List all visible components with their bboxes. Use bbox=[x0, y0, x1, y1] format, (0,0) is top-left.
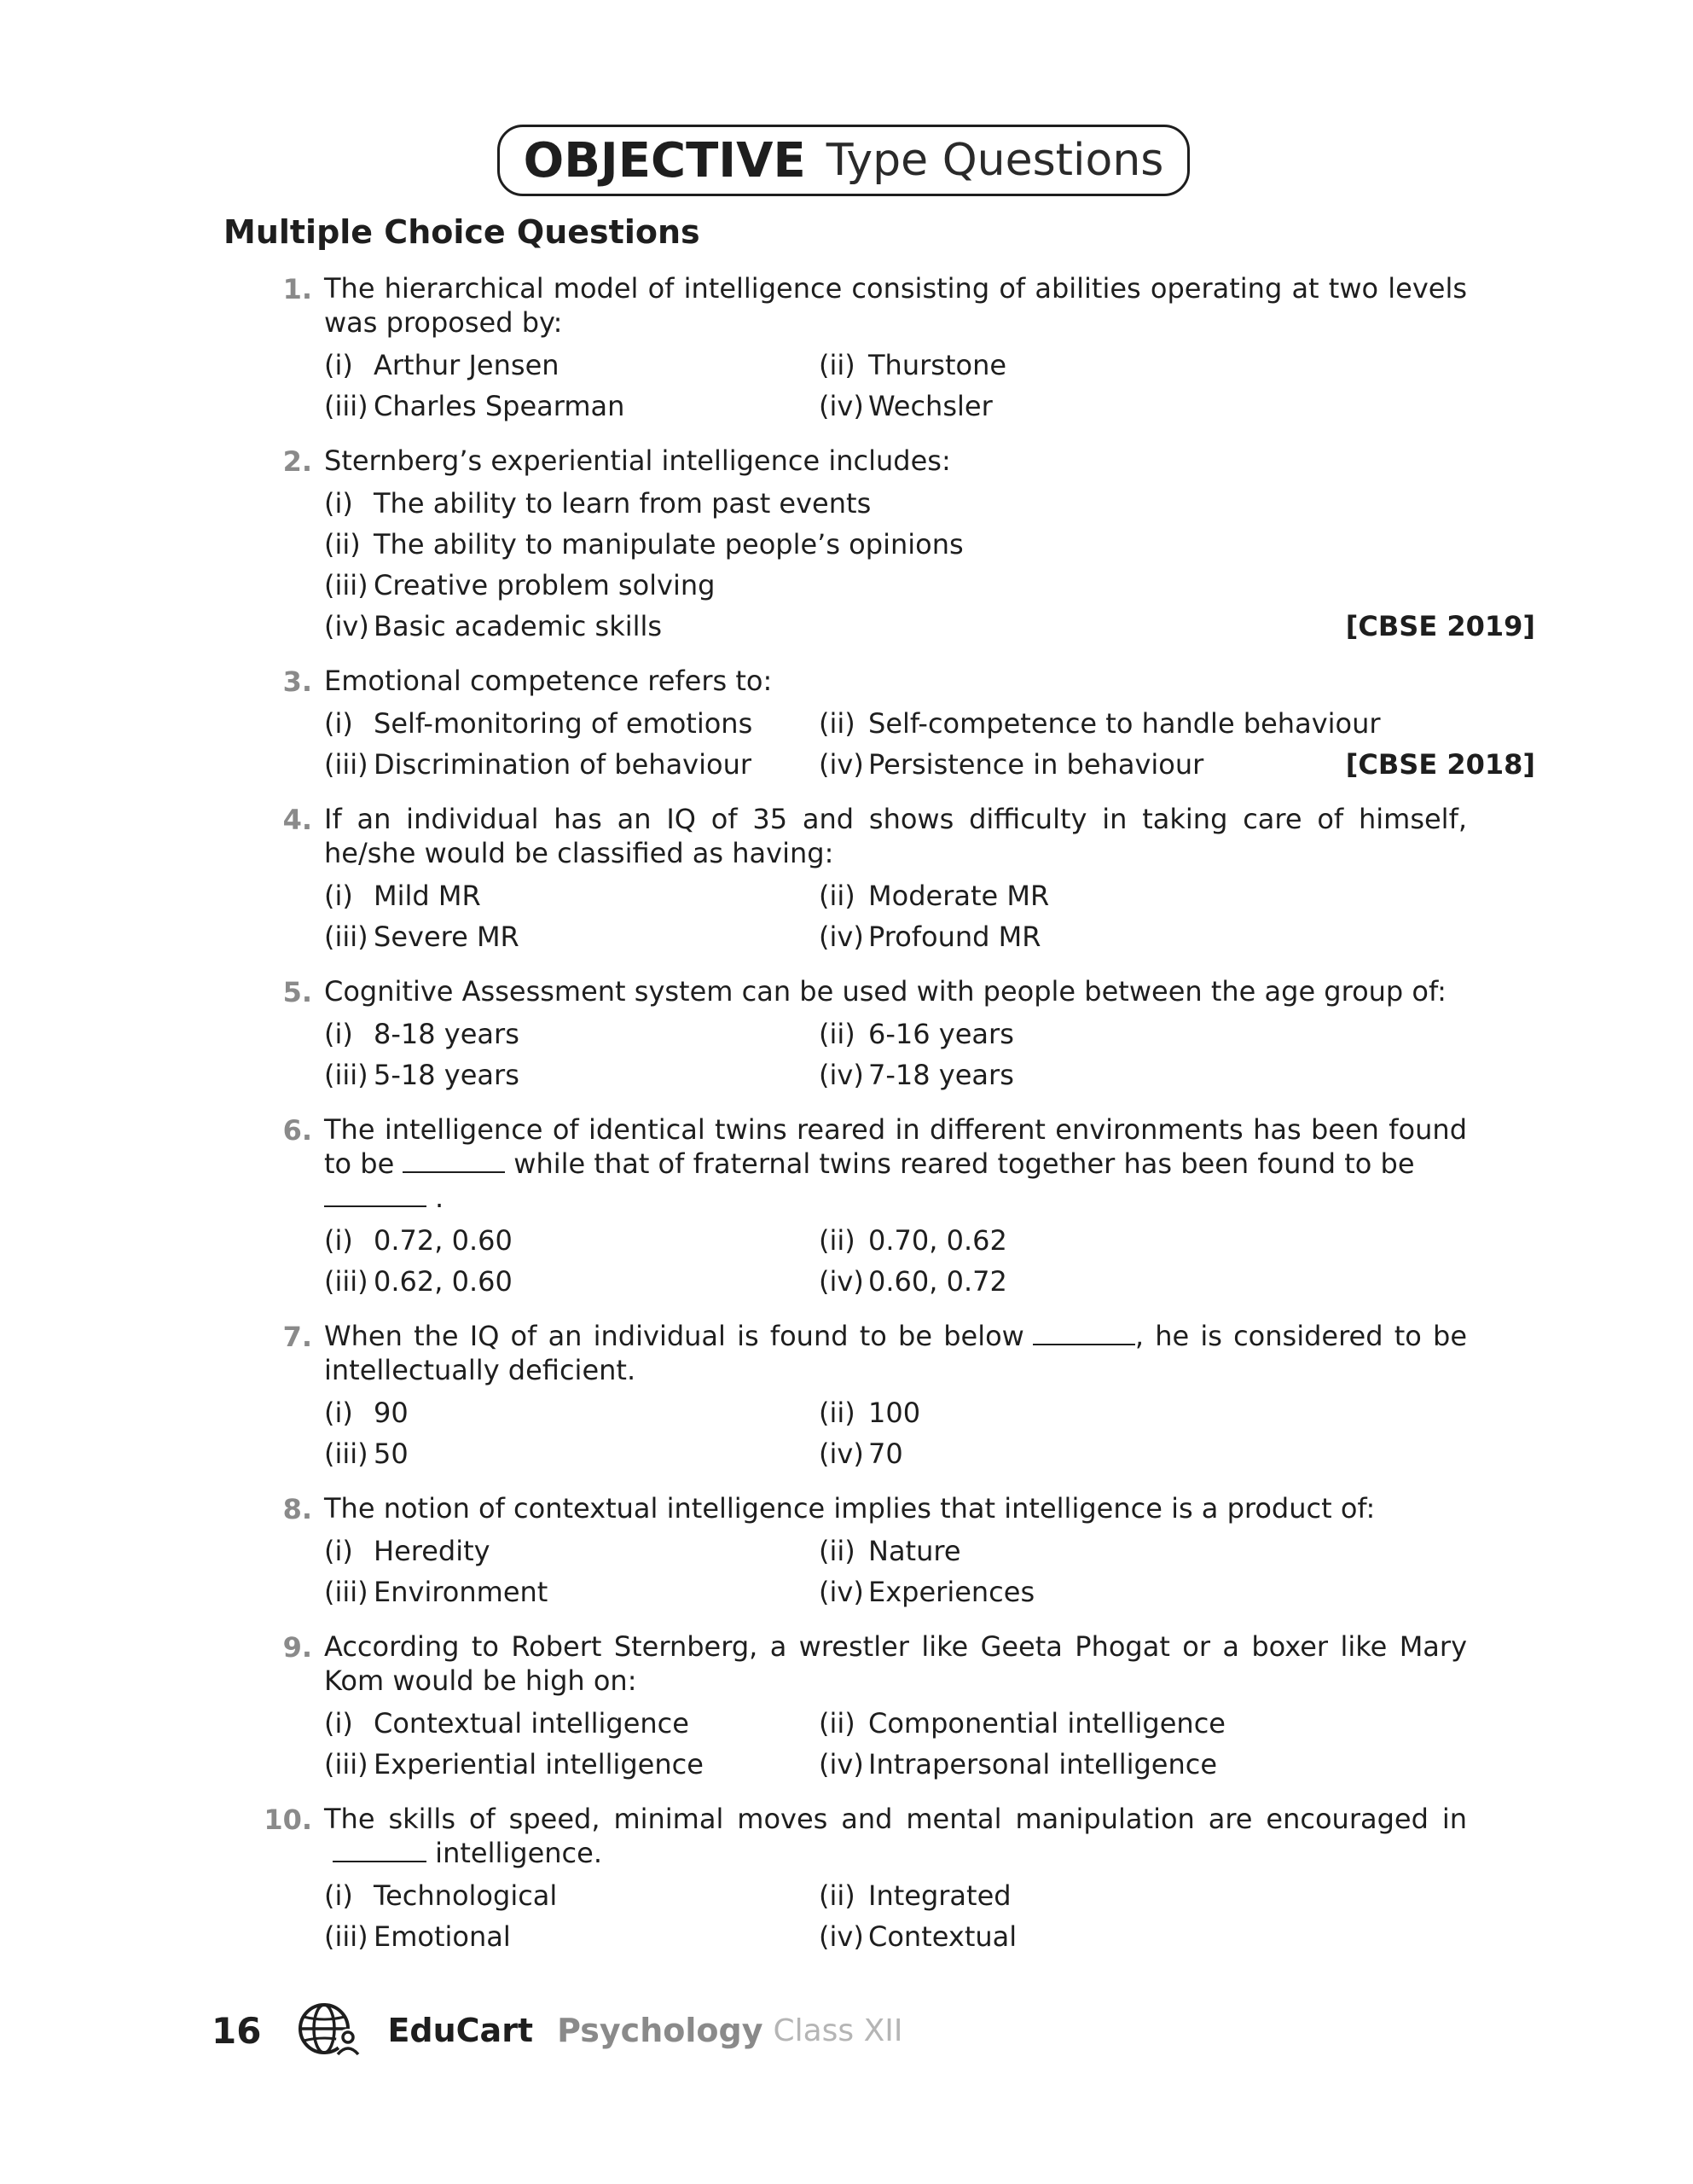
option-key: (ii) bbox=[819, 1879, 855, 1912]
option-text: Integrated bbox=[868, 1879, 1012, 1912]
question-text-part: . bbox=[435, 1182, 444, 1214]
options bbox=[324, 875, 1467, 957]
option bbox=[324, 875, 819, 916]
option bbox=[324, 1875, 819, 1916]
option bbox=[819, 1054, 1535, 1095]
question-text: The notion of contextual intelligence implies that intelligence is a product of: bbox=[324, 1492, 1376, 1525]
option-key: (ii) bbox=[819, 1397, 855, 1429]
option-text: Creative problem solving bbox=[374, 569, 716, 601]
option-text: 0.60, 0.72 bbox=[868, 1265, 1007, 1298]
option-key: (iv) bbox=[819, 1748, 864, 1780]
option-text: Profound MR bbox=[868, 921, 1041, 953]
option-text: Experiential intelligence bbox=[374, 1748, 704, 1780]
option-text: Experiences bbox=[868, 1576, 1035, 1608]
option-key: (iv) bbox=[819, 1576, 864, 1608]
option bbox=[324, 483, 1535, 524]
option bbox=[324, 916, 819, 957]
question-number: 6. bbox=[282, 1114, 312, 1147]
option-text: Self-competence to handle behaviour bbox=[868, 707, 1381, 740]
option-text: Contextual intelligence bbox=[374, 1707, 689, 1740]
option-key: (ii) bbox=[819, 1535, 855, 1567]
option bbox=[324, 1916, 819, 1957]
question-text-part: while that of fraternal twins reared together has been found to be bbox=[513, 1147, 1415, 1180]
option bbox=[324, 1433, 819, 1474]
option-key: (iv) bbox=[819, 1059, 864, 1091]
question-6 bbox=[256, 1112, 1467, 1302]
question-text-part: The intelligence of identical twins reared in different environments has been found to be bbox=[324, 1113, 1467, 1180]
option bbox=[819, 345, 1535, 386]
option bbox=[324, 345, 819, 386]
option-key: (iv) bbox=[819, 1920, 864, 1953]
option-text: 50 bbox=[374, 1438, 409, 1470]
option bbox=[324, 1744, 819, 1785]
option-text: Componential intelligence bbox=[868, 1707, 1226, 1740]
option bbox=[819, 1261, 1535, 1302]
option-key: (ii) bbox=[819, 1018, 855, 1050]
option bbox=[819, 1703, 1535, 1744]
question-5 bbox=[256, 974, 1467, 1095]
options bbox=[324, 345, 1467, 427]
option-text: 6-16 years bbox=[868, 1018, 1014, 1050]
question-text-part: When the IQ of an individual is found to be below bbox=[324, 1320, 1024, 1352]
option-text: Severe MR bbox=[374, 921, 519, 953]
option-text: 0.72, 0.60 bbox=[374, 1224, 513, 1257]
option-key: (iv) bbox=[819, 921, 864, 953]
question-7 bbox=[256, 1319, 1467, 1474]
option-key: (iii) bbox=[324, 1920, 368, 1953]
subject-label: Psychology bbox=[557, 2012, 763, 2049]
question-text bbox=[324, 1802, 1467, 1870]
option-key: (ii) bbox=[819, 1707, 855, 1740]
page-number: 16 bbox=[212, 2009, 262, 2052]
option-text: Nature bbox=[868, 1535, 961, 1567]
option-text: Discrimination of behaviour bbox=[374, 748, 752, 781]
option-key: (i) bbox=[324, 1879, 353, 1912]
page-footer bbox=[212, 1996, 903, 2065]
question-8 bbox=[256, 1491, 1467, 1612]
option bbox=[819, 744, 1535, 785]
option-key: (ii) bbox=[819, 1224, 855, 1257]
title-bold: OBJECTIVE bbox=[523, 132, 806, 189]
option-text: Mild MR bbox=[374, 880, 481, 912]
question-text: If an individual has an IQ of 35 and shows difficulty in taking care of himself, he/she would be classified as having: bbox=[324, 803, 1467, 869]
question-9 bbox=[256, 1629, 1467, 1785]
question-text: The hierarchical model of intelligence consisting of abilities operating at two levels was proposed by: bbox=[324, 272, 1467, 339]
option bbox=[819, 916, 1535, 957]
section-heading: Multiple Choice Questions bbox=[223, 213, 700, 251]
option-text: Moderate MR bbox=[868, 880, 1050, 912]
option-key: (iv) bbox=[819, 748, 864, 781]
options bbox=[324, 1703, 1467, 1785]
question-text bbox=[324, 1319, 1467, 1387]
option-key: (iii) bbox=[324, 921, 368, 953]
question-4 bbox=[256, 802, 1467, 957]
option-text: Intrapersonal intelligence bbox=[868, 1748, 1218, 1780]
option-text: Persistence in behaviour bbox=[868, 748, 1204, 781]
options bbox=[324, 1875, 1467, 1957]
option-key: (i) bbox=[324, 1397, 353, 1429]
question-10 bbox=[256, 1802, 1467, 1957]
options bbox=[324, 1392, 1467, 1474]
options bbox=[324, 703, 1535, 785]
option-text: Contextual bbox=[868, 1920, 1018, 1953]
option-key: (iii) bbox=[324, 748, 368, 781]
answer-blank bbox=[324, 1205, 426, 1207]
exam-tag: [CBSE 2019] bbox=[1345, 610, 1535, 642]
question-text-part: The skills of speed, minimal moves and mental manipulation are encouraged in bbox=[324, 1803, 1467, 1835]
option bbox=[324, 1220, 819, 1261]
question-number: 1. bbox=[282, 273, 312, 305]
globe-person-icon bbox=[295, 2000, 363, 2061]
option bbox=[819, 1744, 1535, 1785]
option-text: 0.62, 0.60 bbox=[374, 1265, 513, 1298]
question-text-part: , he is considered to be intellectually deficient. bbox=[324, 1320, 1468, 1386]
option-key: (ii) bbox=[819, 880, 855, 912]
option-key: (iii) bbox=[324, 1748, 368, 1780]
option-text: Self-monitoring of emotions bbox=[374, 707, 753, 740]
question-text: Cognitive Assessment system can be used with people between the age group of: bbox=[324, 975, 1447, 1008]
options bbox=[324, 483, 1535, 647]
option-key: (i) bbox=[324, 1535, 353, 1567]
question-number: 3. bbox=[282, 665, 312, 698]
option-key: (iii) bbox=[324, 1576, 368, 1608]
answer-blank bbox=[333, 1860, 426, 1862]
option-key: (iv) bbox=[819, 1438, 864, 1470]
option bbox=[324, 1703, 819, 1744]
option-text: 7-18 years bbox=[868, 1059, 1014, 1091]
exam-tag: [CBSE 2018] bbox=[1345, 748, 1535, 781]
option bbox=[819, 386, 1535, 427]
option bbox=[819, 1220, 1535, 1261]
question-3 bbox=[256, 664, 1535, 785]
question-number: 2. bbox=[282, 445, 312, 478]
option-key: (iii) bbox=[324, 390, 368, 422]
option-key: (ii) bbox=[819, 707, 855, 740]
question-number: 7. bbox=[282, 1321, 312, 1353]
option bbox=[324, 386, 819, 427]
option bbox=[324, 565, 1535, 606]
question-1 bbox=[256, 271, 1467, 427]
question-number: 10. bbox=[264, 1804, 312, 1836]
option-text: 100 bbox=[868, 1397, 921, 1429]
answer-blank bbox=[403, 1170, 505, 1173]
question-text bbox=[324, 1112, 1467, 1215]
option-text: Environment bbox=[374, 1576, 548, 1608]
option-text: The ability to learn from past events bbox=[374, 487, 872, 520]
option bbox=[324, 524, 1535, 565]
option-text: The ability to manipulate people’s opinions bbox=[374, 528, 964, 561]
option-text: 70 bbox=[868, 1438, 903, 1470]
option bbox=[819, 1433, 1535, 1474]
option-key: (i) bbox=[324, 349, 353, 381]
option-key: (iii) bbox=[324, 1265, 368, 1298]
option-key: (iv) bbox=[819, 390, 864, 422]
option-key: (ii) bbox=[819, 349, 855, 381]
options bbox=[324, 1014, 1467, 1095]
question-number: 5. bbox=[282, 976, 312, 1008]
brand-logo: EduCart bbox=[387, 2012, 534, 2049]
option bbox=[819, 1875, 1535, 1916]
option bbox=[819, 1014, 1535, 1054]
option bbox=[819, 875, 1535, 916]
option-text: Wechsler bbox=[868, 390, 993, 422]
option bbox=[324, 744, 819, 785]
option bbox=[819, 703, 1535, 744]
option-text: Technological bbox=[374, 1879, 558, 1912]
option-text: 90 bbox=[374, 1397, 409, 1429]
options bbox=[324, 1531, 1467, 1612]
option-text: Charles Spearman bbox=[374, 390, 625, 422]
option bbox=[324, 1261, 819, 1302]
option-text: Thurstone bbox=[868, 349, 1007, 381]
option-key: (i) bbox=[324, 1707, 353, 1740]
option-key: (iv) bbox=[324, 610, 369, 642]
option bbox=[819, 1392, 1535, 1433]
options bbox=[324, 1220, 1467, 1302]
question-text-part: intelligence. bbox=[435, 1837, 602, 1869]
option-text: Heredity bbox=[374, 1535, 490, 1567]
option bbox=[324, 606, 1535, 647]
option bbox=[819, 1571, 1535, 1612]
title-light: Type Questions bbox=[826, 135, 1164, 186]
option-key: (i) bbox=[324, 1224, 353, 1257]
option-text: 5-18 years bbox=[374, 1059, 519, 1091]
option-text: 0.70, 0.62 bbox=[868, 1224, 1007, 1257]
option-text: 8-18 years bbox=[374, 1018, 519, 1050]
option bbox=[819, 1916, 1535, 1957]
answer-blank bbox=[1033, 1343, 1135, 1345]
option-key: (i) bbox=[324, 880, 353, 912]
question-list bbox=[256, 271, 1535, 1974]
option bbox=[324, 1392, 819, 1433]
option bbox=[819, 1531, 1535, 1571]
question-number: 4. bbox=[282, 804, 312, 836]
option-text: Emotional bbox=[374, 1920, 511, 1953]
question-number: 8. bbox=[282, 1493, 312, 1525]
option bbox=[324, 1014, 819, 1054]
option-key: (i) bbox=[324, 487, 353, 520]
page-title-pill bbox=[497, 125, 1190, 196]
option bbox=[324, 1531, 819, 1571]
question-text: Emotional competence refers to: bbox=[324, 665, 773, 697]
option bbox=[324, 1054, 819, 1095]
option-text: Arthur Jensen bbox=[374, 349, 560, 381]
option-key: (iv) bbox=[819, 1265, 864, 1298]
option bbox=[324, 703, 819, 744]
question-number: 9. bbox=[282, 1631, 312, 1664]
question-text: Sternberg’s experiential intelligence includes: bbox=[324, 444, 951, 477]
option bbox=[324, 1571, 819, 1612]
option-key: (i) bbox=[324, 707, 353, 740]
class-label: Class XII bbox=[773, 2013, 903, 2048]
question-2 bbox=[256, 444, 1535, 647]
option-key: (iii) bbox=[324, 1059, 368, 1091]
option-key: (iii) bbox=[324, 1438, 368, 1470]
option-key: (i) bbox=[324, 1018, 353, 1050]
option-text: Basic academic skills bbox=[374, 610, 663, 642]
option-key: (iii) bbox=[324, 569, 368, 601]
question-text: According to Robert Sternberg, a wrestler like Geeta Phogat or a boxer like Mary Kom would be high on: bbox=[324, 1630, 1467, 1697]
option-key: (ii) bbox=[324, 528, 361, 561]
